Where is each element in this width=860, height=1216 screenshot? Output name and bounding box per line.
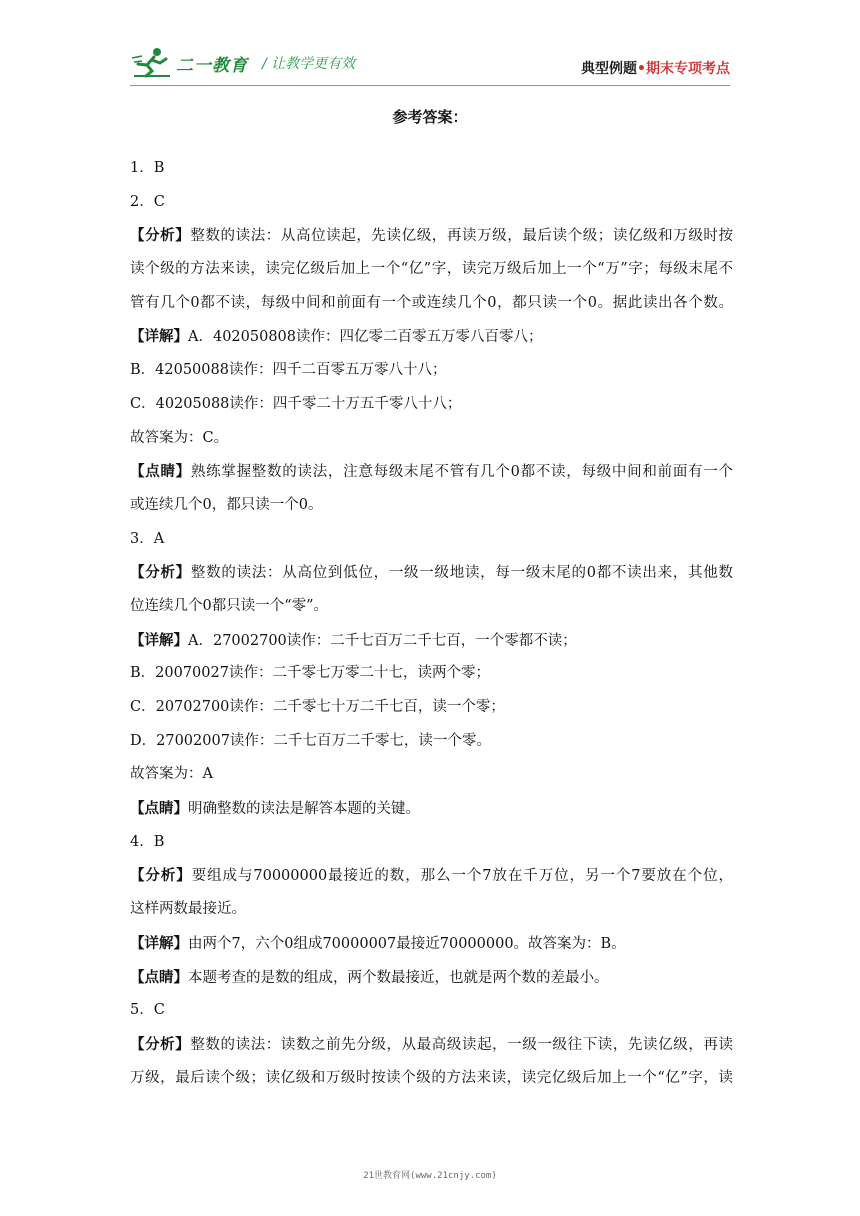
text-line (130, 320, 733, 354)
text-line (130, 1028, 733, 1062)
line-text: 整数的读法：从高位读起，先读亿级，再读万级，最后读个级；读亿级和万级时按 (190, 228, 733, 245)
text-line (130, 489, 733, 523)
line-text: B．20070027读作：二千零七万零二十七，读两个零； (130, 665, 490, 682)
header-category-topic: 期末专项考点 (646, 61, 730, 77)
text-line (130, 422, 733, 456)
section-tag: 【详解】 (130, 328, 188, 346)
text-line (130, 826, 733, 860)
text-line (130, 994, 733, 1028)
page-footer: 21世教育网(www.21cnjy.com) (363, 1171, 497, 1181)
line-text: 整数的读法：从高位到低位，一级一级地读，每一级末尾的0都不读出来，其他数 (190, 565, 733, 582)
text-line (130, 961, 733, 995)
text-line (130, 152, 733, 186)
line-text: 明确整数的读法是解答本题的关键。 (188, 801, 420, 818)
text-line (130, 186, 733, 220)
line-text: C．20702700读作：二千零七十万二千七百，读一个零； (130, 699, 505, 715)
line-text: 位连续几个0都只读一个“零”。 (130, 597, 329, 614)
text-line (130, 253, 733, 287)
header-category (581, 58, 730, 78)
section-tag: 【点睛】 (130, 968, 188, 986)
text-line (130, 455, 733, 489)
text-line (130, 523, 733, 557)
header-category-dot: • (637, 61, 646, 77)
brand-logo (130, 46, 355, 80)
line-text: 由两个7，六个0组成70000007最接近70000000。故答案为：B。 (188, 935, 626, 952)
text-line (130, 590, 733, 624)
text-line (130, 1062, 733, 1096)
section-tag: 【分析】 (130, 564, 191, 582)
page-title: 参考答案： (392, 108, 468, 126)
text-line (130, 758, 733, 792)
text-line (130, 657, 733, 691)
text-line (130, 354, 733, 388)
line-text: 5．C (130, 1002, 165, 1019)
section-tag: 【点睛】 (130, 800, 188, 818)
line-text: 4．B (130, 833, 165, 850)
logo-slogan: / 让教学更有效 (262, 56, 356, 72)
text-line (130, 691, 733, 725)
section-tag: 【点睛】 (130, 463, 191, 481)
answer-content (130, 152, 733, 1095)
section-tag: 【分析】 (130, 1035, 191, 1053)
section-tag: 【详解】 (130, 934, 188, 952)
line-text: 本题考查的是数的组成，两个数最接近，也就是两个数的差最小。 (188, 969, 609, 986)
section-tag: 【分析】 (130, 867, 192, 885)
line-text: 3．A (130, 530, 165, 547)
line-text: D．27002007读作：二千七百万二千零七，读一个零。 (130, 732, 491, 749)
line-text: 1．B (130, 160, 165, 176)
text-line (130, 624, 733, 658)
header-category-label: 典型例题 (581, 61, 638, 77)
line-text: 这样两数最接近。 (130, 901, 246, 918)
line-text: 故答案为：A (130, 766, 213, 783)
line-text: 要组成与70000000最接近的数，那么一个7放在千万位，另一个7要放在个位， (191, 868, 733, 885)
section-tag: 【分析】 (130, 227, 191, 245)
text-line (130, 388, 733, 422)
logo-text: 二一教育 (176, 55, 248, 76)
line-text: C．40205088读作：四千零二十万五千零八十八； (130, 395, 462, 412)
line-text: 熟练掌握整数的读法，注意每级末尾不管有几个0都不读，每级中间和前面有一个 (190, 464, 733, 481)
text-line (130, 893, 733, 927)
section-tag: 【详解】 (130, 631, 188, 649)
line-text: 或连续几个0，都只读一个0。 (130, 496, 323, 513)
text-line (130, 859, 733, 893)
line-text: 读个级的方法来读，读完亿级后加上一个“亿”字，读完万级后加上一个“万”字；每级末尾不 (130, 261, 733, 278)
text-line (130, 792, 733, 826)
line-text: 管有几个0都不读，每级中间和前面有一个或连续几个0，都只读一个0。据此读出各个数。 (130, 294, 733, 311)
header-divider (130, 85, 730, 86)
line-text: 故答案为：C。 (130, 429, 229, 446)
text-line (130, 556, 733, 590)
text-line (130, 219, 733, 253)
line-text: A．27002700读作：二千七百万二千七百，一个零都不读； (188, 632, 577, 649)
page-header (130, 46, 730, 86)
line-text: B．42050088读作：四千二百零五万零八十八； (130, 362, 447, 379)
running-figure-icon (130, 46, 174, 80)
line-text: 万级，最后读个级；读亿级和万级时按读个级的方法来读，读完亿级后加上一个“亿”字，读 (130, 1069, 733, 1086)
text-line (130, 725, 733, 759)
text-line (130, 927, 733, 961)
line-text: A．402050808读作：四亿零二百零五万零八百零八； (188, 329, 543, 346)
line-text: 2．C (130, 193, 165, 210)
text-line (130, 287, 733, 321)
line-text: 整数的读法：读数之前先分级，从最高级读起，一级一级往下读，先读亿级，再读 (190, 1036, 733, 1053)
